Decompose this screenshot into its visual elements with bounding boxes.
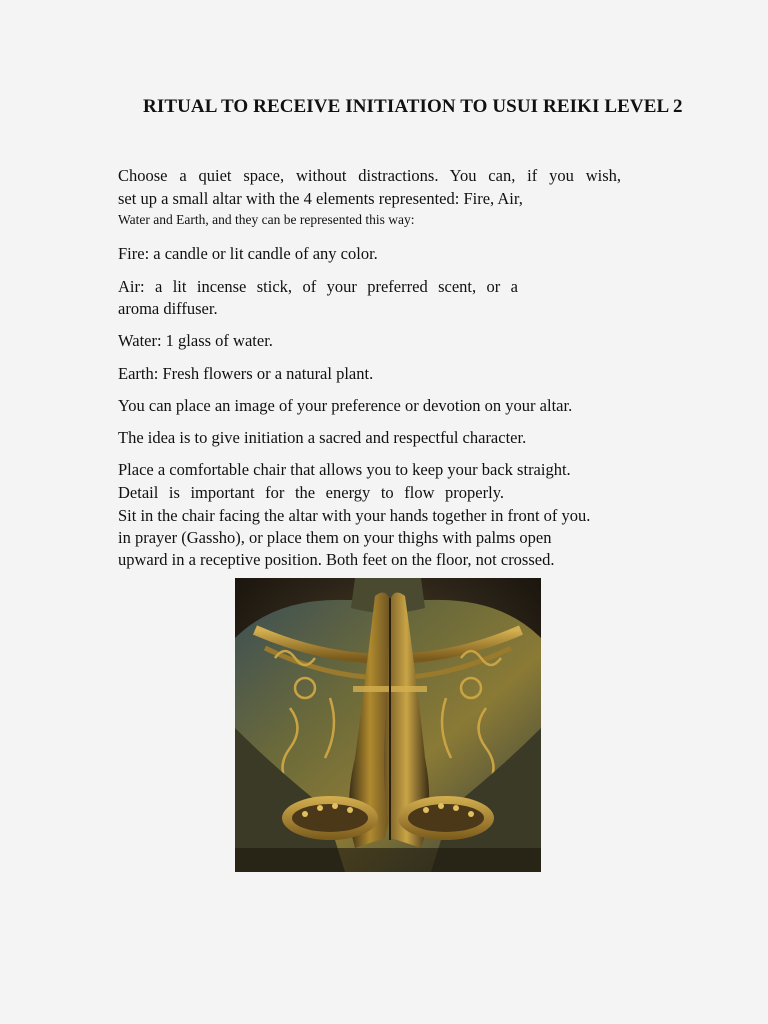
water-line: Water: 1 glass of water. (118, 331, 273, 350)
gassho-statue-image (235, 578, 541, 872)
chair-line-4: in prayer (Gassho), or place them on your thighs with palms open (118, 528, 552, 547)
earth-line: Earth: Fresh flowers or a natural plant. (118, 364, 374, 383)
intro-line-1: Choose a quiet space, without distractions. You can, if you wish, (118, 166, 621, 185)
chair-line-2: Detail is important for the energy to flow properly. (118, 483, 504, 502)
air-line-1: Air: a lit incense stick, of your preferred scent, or a (118, 277, 518, 296)
chair-line-3: Sit in the chair facing the altar with your hands together in front of you. (118, 506, 591, 525)
chair-line-5: upward in a receptive position. Both feet on the floor, not crossed. (118, 550, 555, 569)
image-note-line: You can place an image of your preference or devotion on your altar. (118, 396, 573, 415)
idea-line: The idea is to give initiation a sacred and respectful character. (118, 428, 527, 447)
chair-line-1: Place a comfortable chair that allows you to keep your back straight. (118, 460, 571, 479)
air-line-2: aroma diffuser. (118, 299, 218, 318)
page-title: RITUAL TO RECEIVE INITIATION TO USUI REIKI LEVEL 2 (143, 96, 683, 117)
intro-line-3: Water and Earth, and they can be represented this way: (118, 212, 415, 227)
fire-line: Fire: a candle or lit candle of any color. (118, 244, 378, 263)
intro-line-2: set up a small altar with the 4 elements represented: Fire, Air, (118, 189, 523, 208)
